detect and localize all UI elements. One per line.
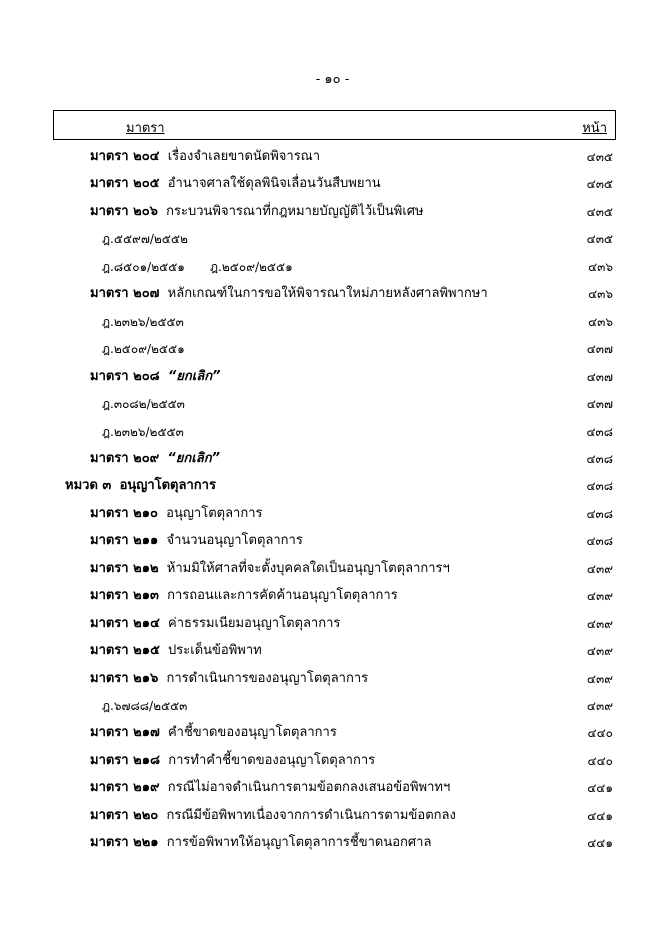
entry-title: “ยกเลิก”	[167, 368, 221, 384]
toc-section-row	[0, 283, 665, 305]
page-ref: ๔๔๐	[587, 726, 613, 741]
toc-entry	[90, 201, 424, 223]
page-ref: ๔๔๐	[587, 753, 613, 768]
toc-entry	[90, 530, 303, 552]
toc-case-row	[0, 421, 665, 443]
toc-entry	[102, 695, 187, 717]
entry-title: การข้อพิพาทให้อนุญาโตตุลาการชี้ขาดนอกศาล	[166, 835, 432, 851]
section-number: มาตรา ๒๒๐	[90, 807, 159, 823]
section-number: มาตรา ๒๑๙	[90, 780, 160, 796]
section-number: มาตรา ๒๑๗	[90, 725, 160, 741]
entry-title: ฎ.๖๗๘๘/๒๕๕๓	[102, 699, 188, 713]
toc-case-row	[0, 393, 665, 415]
section-number: มาตรา ๒๐๕	[90, 176, 160, 192]
toc-entry	[102, 338, 185, 360]
toc-entry	[90, 585, 398, 607]
section-number: หมวด ๓	[65, 478, 112, 494]
entry-title: ฎ.๓๐๘๒/๒๕๕๓	[102, 397, 185, 412]
toc-section-row	[0, 722, 665, 744]
entry-title: เรื่องจำเลยขาดนัดพิจารณา	[167, 149, 321, 164]
page-ref: ๔๓๙	[586, 699, 613, 713]
header-page-label: หน้า	[582, 121, 607, 136]
toc-entry	[90, 366, 220, 388]
toc-section-row	[0, 558, 665, 580]
section-number: มาตรา ๒๐๗	[90, 286, 160, 302]
entry-title: อำนาจศาลใช้ดุลพินิจเลื่อนวันสืบพยาน	[167, 176, 381, 192]
entry-title: ประเด็นข้อพิพาท	[168, 643, 262, 659]
page-ref: ๔๓๖	[588, 287, 613, 302]
entry-title: ฎ.๒๕๐๙/๒๕๕๑	[102, 342, 185, 357]
header-section-label: มาตรา	[126, 121, 165, 136]
toc-section-row	[0, 613, 665, 635]
page-ref: ๔๓๙	[586, 616, 613, 631]
toc-entry	[90, 722, 337, 744]
page-ref: ๔๓๙	[586, 561, 613, 576]
toc-entry	[90, 668, 368, 690]
toc-section-row	[0, 640, 665, 662]
section-number: มาตรา ๒๐๖	[90, 203, 158, 219]
entry-title-2: ฎ.๒๕๐๙/๒๕๕๑	[210, 259, 293, 274]
toc-entry	[65, 475, 216, 497]
entry-title: ค่าธรรมเนียมอนุญาโตตุลาการ	[168, 615, 341, 631]
toc-entry	[90, 805, 456, 827]
toc-entry	[102, 311, 184, 333]
toc-section-row	[0, 777, 665, 799]
toc-section-row	[0, 503, 665, 525]
entry-title: การถอนและการคัดค้านอนุญาโตตุลาการ	[167, 588, 398, 604]
section-number: มาตรา ๒๐๙	[90, 450, 160, 466]
toc-section-row	[0, 668, 665, 690]
toc-section-row	[0, 146, 665, 168]
toc-section-row	[0, 173, 665, 195]
toc-entry	[90, 283, 488, 305]
toc-entry	[90, 832, 431, 854]
entry-title: การทำคำชี้ขาดของอนุญาโตตุลาการ	[168, 752, 376, 768]
section-number: มาตรา ๒๐๘	[90, 368, 160, 384]
toc-section-row	[0, 530, 665, 552]
toc-section-row	[0, 832, 665, 854]
section-number: มาตรา ๒๑๓	[90, 588, 159, 604]
toc-entry	[90, 448, 220, 470]
page-ref: ๔๔๑	[587, 781, 613, 796]
entry-title: ฎ.๒๓๒๖/๒๕๕๓	[102, 314, 184, 329]
page-ref: ๔๓๘	[586, 424, 613, 439]
entry-title: คำชี้ขาดของอนุญาโตตุลาการ	[167, 725, 337, 741]
toc-entry	[102, 228, 188, 250]
toc-section-row	[0, 585, 665, 607]
entry-title: หลักเกณฑ์ในการขอให้พิจารณาใหม่ภายหลังศาลพิพากษา	[167, 286, 488, 302]
entry-title: กรณีมีข้อพิพาทเนื่องจากการดำเนินการตามข้อตกลง	[166, 807, 456, 823]
toc-entry	[90, 558, 450, 580]
section-number: มาตรา ๒๑๒	[90, 560, 159, 576]
section-number: มาตรา ๒๑๖	[90, 670, 159, 686]
page-ref: ๔๓๗	[586, 397, 613, 412]
entry-title: ฎ.๒๓๒๖/๒๕๕๓	[102, 424, 184, 439]
page-ref: ๔๓๕	[586, 150, 613, 164]
toc-entry	[90, 750, 375, 772]
toc-header	[53, 110, 616, 140]
toc-section-row	[0, 448, 665, 470]
page-number: - ๑๐ -	[315, 72, 350, 87]
toc-entry	[90, 613, 340, 635]
page-ref: ๔๓๘	[586, 451, 613, 466]
page-ref: ๔๓๙	[586, 644, 613, 659]
entry-title: ห้ามมิให้ศาลที่จะตั้งบุคคลใดเป็นอนุญาโตตุลาการฯ	[166, 560, 450, 576]
entry-title: จำนวนอนุญาโตตุลาการ	[166, 533, 303, 549]
page-ref: ๔๓๖	[588, 259, 613, 274]
toc-section-row	[0, 805, 665, 827]
entry-title: กระบวนพิจารณาที่กฎหมายบัญญัติไว้เป็นพิเศษ	[166, 203, 424, 219]
section-number: มาตรา ๒๑๐	[90, 505, 158, 521]
section-number: มาตรา ๒๑๕	[90, 643, 160, 659]
page-ref: ๔๓๕	[586, 177, 613, 192]
toc-entry	[90, 503, 263, 525]
section-number: มาตรา ๒๑๔	[90, 615, 160, 631]
entry-title: อนุญาโตตุลาการ	[166, 505, 263, 521]
page-ref: ๔๓๘	[586, 506, 613, 521]
entry-title: กรณีไม่อาจดำเนินการตามข้อตกลงเสนอข้อพิพาทฯ	[167, 780, 451, 796]
section-number: มาตรา ๒๐๔	[90, 149, 160, 164]
entry-title: ฎ.๘๕๐๑/๒๕๕๑	[102, 259, 185, 274]
toc-entry	[90, 146, 320, 168]
toc-entry	[90, 173, 381, 195]
entry-title: การดำเนินการของอนุญาโตตุลาการ	[166, 670, 369, 686]
toc-entry	[102, 393, 185, 415]
toc-case-row	[0, 311, 665, 333]
toc-case-row	[0, 228, 665, 250]
page-ref: ๔๔๑	[587, 836, 613, 851]
toc-section-row	[0, 201, 665, 223]
toc-section-row	[0, 750, 665, 772]
toc-entry	[102, 256, 185, 278]
toc-entry	[90, 777, 450, 799]
section-number: มาตรา ๒๒๑	[90, 835, 159, 851]
section-number: มาตรา ๒๑๘	[90, 752, 160, 768]
entry-title: ฎ.๕๕๙๗/๒๕๕๒	[102, 232, 188, 247]
page-ref: ๔๓๗	[586, 342, 613, 357]
toc-case-row	[0, 256, 665, 278]
page-ref: ๔๓๖	[588, 314, 613, 329]
page-ref: ๔๔๑	[587, 808, 613, 823]
page-ref: ๔๓๙	[586, 589, 613, 604]
entry-title: อนุญาโตตุลาการ	[119, 478, 216, 494]
page-ref: ๔๓๕	[586, 232, 613, 247]
entry-title: “ยกเลิก”	[167, 450, 220, 466]
page-ref: ๔๓๕	[586, 204, 613, 219]
page-ref: ๔๓๗	[586, 369, 613, 384]
toc-case-row	[0, 338, 665, 360]
toc-chapter-row	[0, 475, 665, 497]
toc-entry	[102, 421, 184, 443]
toc-section-row	[0, 366, 665, 388]
page-ref: ๔๓๙	[586, 671, 613, 686]
toc-case-row	[0, 695, 665, 717]
page-ref: ๔๓๘	[586, 534, 613, 549]
toc-entry	[90, 640, 262, 662]
section-number: มาตรา ๒๑๑	[90, 533, 159, 549]
page-ref: ๔๓๘	[586, 479, 613, 494]
